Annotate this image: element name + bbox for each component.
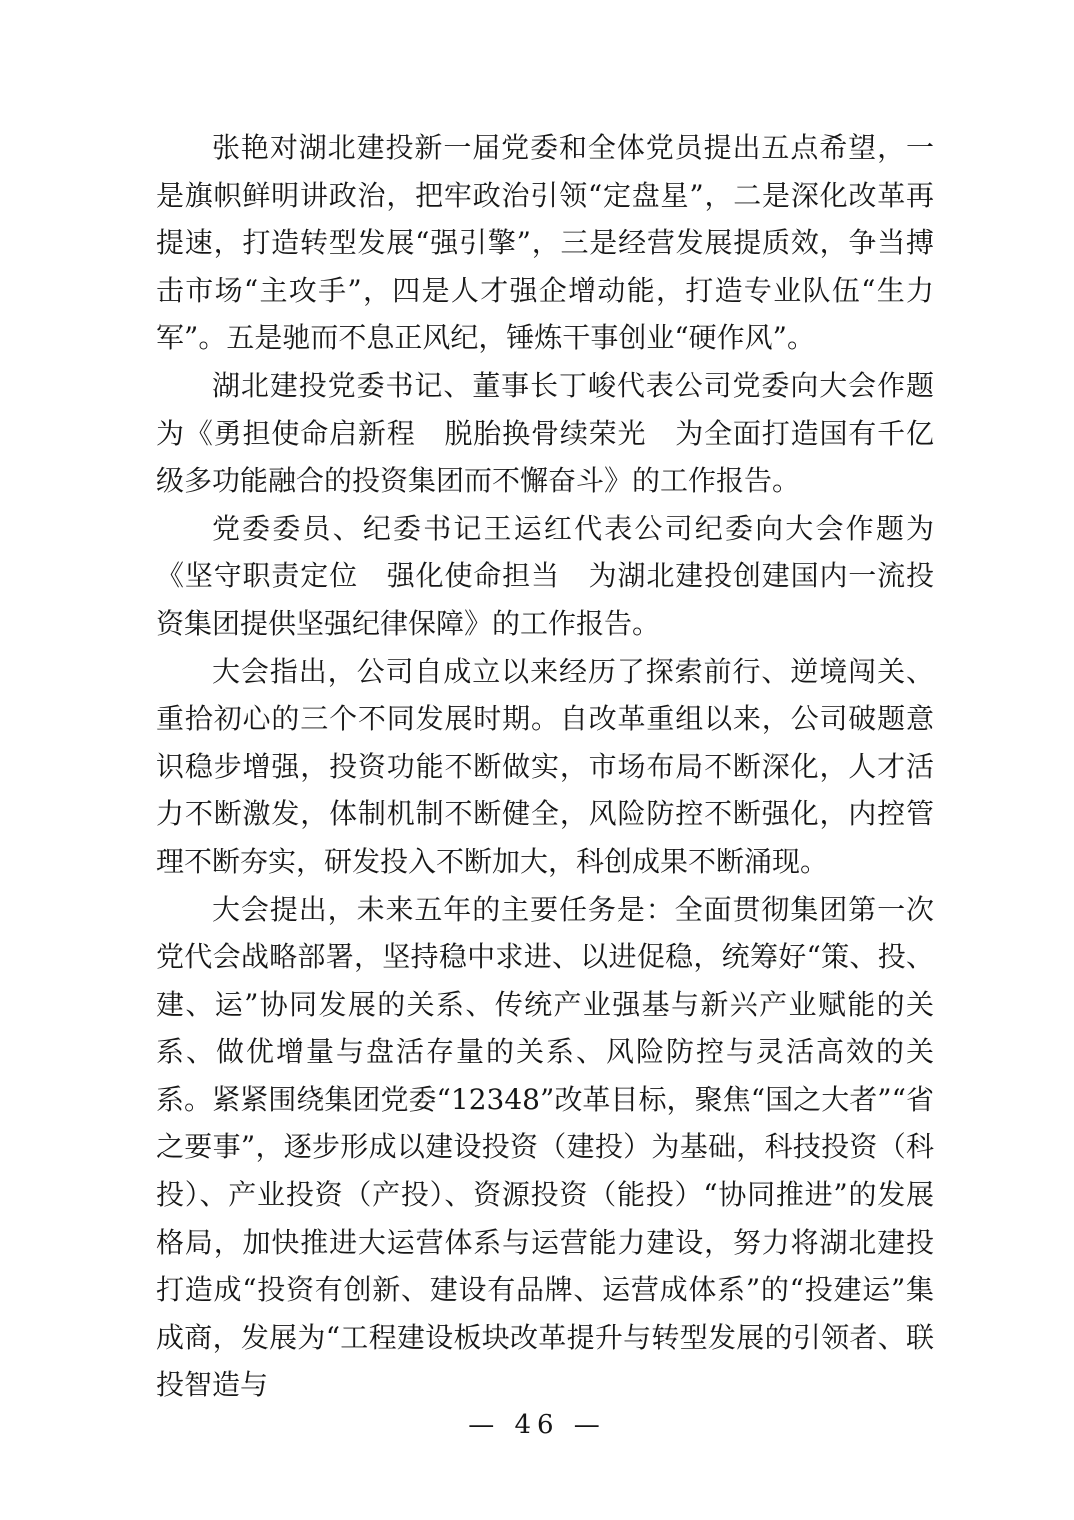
paragraph-party-committee-report: 湖北建投党委书记、董事长丁峻代表公司党委向大会作题为《勇担使命启新程 脱胎换骨续荣光 为全面打造国有千亿级多功能融合的投资集团而不懈奋斗》的工作报告。 <box>156 368 934 498</box>
paragraph-discipline-committee-report: 党委委员、纪委书记王运红代表公司纪委向大会作题为《坚守职责定位 强化使命担当 为湖北建投创建国内一流投资集团提供坚强纪律保障》的工作报告。 <box>156 511 934 640</box>
paragraph-future-tasks: 大会提出，未来五年的主要任务是：全面贯彻集团第一次党代会战略部署，坚持稳中求进、以进促稳，统筹好“策、投、建、运”协同发展的关系、传统产业强基与新兴产业赋能的关系、做优增量与盘活存量的关系、风险防控与灵活高效的关系。紧紧围绕集团党委“12348”改革目标，聚焦“国之大者”“省之要事”，逐步形成以建设投资（建投）为基础，科技投资（科投）、产业投资（产投）、资源投资（能投）“协同推进”的发展格局，加快推进大运营体系与运营能力建设，努力将湖北建投打造成“投资有创新、建设有品牌、运营成体系”的“投建运”集成商，发展为“工程建设板块改革提升与转型发展的引领者、联投智造与 <box>156 892 934 1402</box>
page-number: — 46 — <box>468 1410 606 1440</box>
paragraph-congress-pointed-out: 大会指出，公司自成立以来经历了探索前行、逆境闯关、重拾初心的三个不同发展时期。自改革重组以来，公司破题意识稳步增强，投资功能不断做实，市场布局不断深化，人才活力不断激发，体制机制不断健全，风险防控不断强化，内控管理不断夯实，研发投入不断加大，科创成果不断涌现。 <box>156 654 934 878</box>
document-body <box>156 124 934 1409</box>
paragraph-hopes: 张艳对湖北建投新一届党委和全体党员提出五点希望，一是旗帜鲜明讲政治，把牢政治引领“定盘星”，二是深化改革再提速，打造转型发展“强引擎”，三是经营发展提质效，争当搏击市场“主攻手”，四是人才强企增动能，打造专业队伍“生力军”。五是驰而不息正风纪，锤炼干事创业“硬作风”。 <box>156 131 934 355</box>
